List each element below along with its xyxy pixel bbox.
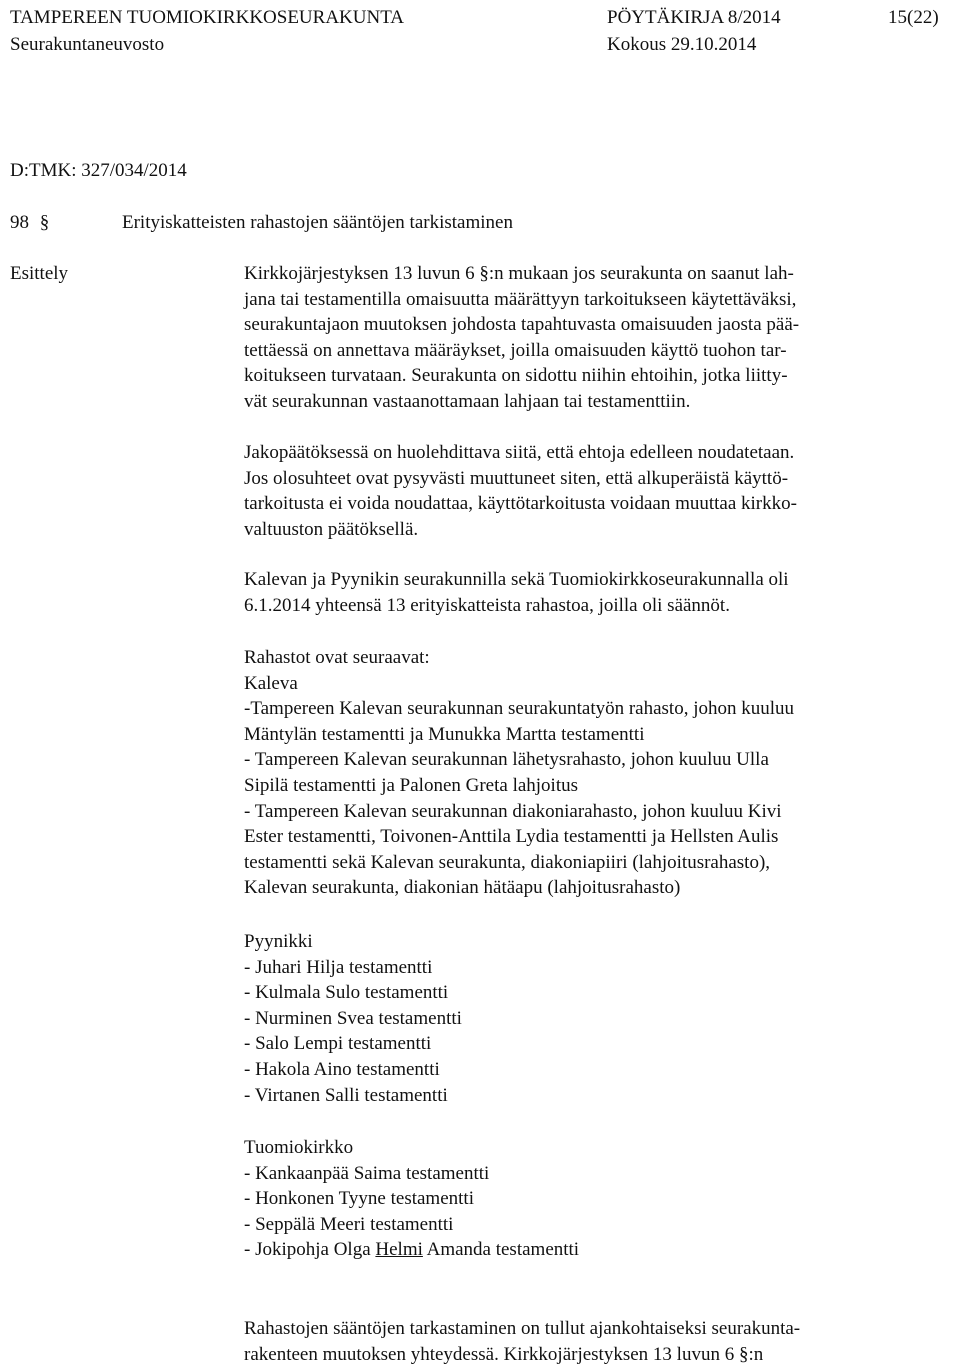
kaleva-line: Mäntylän testamentti ja Munukka Martta testamentti xyxy=(244,723,645,745)
kaleva-line: - Tampereen Kalevan seurakunnan diakoniarahasto, johon kuuluu Kivi xyxy=(244,800,782,822)
paragraph-1-text: Kirkkojärjestyksen 13 luvun 6 §:n mukaan jos seurakunta on saanut lah- jana tai testamentilla omaisuutta määrättyyn tarkoitukseen käytettäväksi, seurakuntajaon muutoksen johdosta tapahtuvasta omaisuuden jaosta pää- tettäessä on annettava määräykset, joilla omaisuuden käyttö tuohon tar- koitukseen turvataan. Seurakunta on sidottu niihin ehtoihin, jotka liitty- vät seurakunnan vastaanottamaan lahjaan tai testamenttiin. xyxy=(244,263,800,412)
pyynikki-line: - Salo Lempi testamentti xyxy=(244,1033,432,1055)
paragraph-1 xyxy=(244,261,914,415)
tuomiokirkko-last-after: Amanda testamentti xyxy=(422,1239,580,1261)
section-symbol: § xyxy=(39,212,50,233)
pyynikki-heading: Pyynikki xyxy=(244,931,313,952)
tuomiokirkko-line: - Honkonen Tyyne testamentti xyxy=(244,1188,474,1210)
tuomiokirkko-line: - Seppälä Meeri testamentti xyxy=(244,1213,454,1235)
funds-section xyxy=(244,645,914,901)
header-page-number: 15(22) xyxy=(888,7,939,28)
header-org: TAMPEREEN TUOMIOKIRKKOSEURAKUNTA xyxy=(10,7,405,28)
paragraph-2 xyxy=(244,440,914,542)
tuomiokirkko-section xyxy=(244,1135,914,1263)
margin-label: Esittely xyxy=(10,263,69,284)
kaleva-heading: Kaleva xyxy=(244,672,298,694)
kaleva-line: Sipilä testamentti ja Palonen Greta lahjoitus xyxy=(244,774,579,796)
header-body: Seurakuntaneuvosto xyxy=(10,34,165,55)
closing-paragraph xyxy=(244,1316,914,1367)
header-meeting: Kokous 29.10.2014 xyxy=(607,34,757,55)
pyynikki-section xyxy=(244,929,914,1108)
closing-paragraph-text: Rahastojen sääntöjen tarkastaminen on tullut ajankohtaiseksi seurakunta- rakenteen muutoksen yhteydessä. Kirkkojärjestyksen 13 luvun 6 §:n xyxy=(244,1318,801,1365)
kaleva-line: - Tampereen Kalevan seurakunnan lähetysrahasto, johon kuuluu Ulla xyxy=(244,749,769,771)
section-number-value: 98 xyxy=(10,212,29,233)
pyynikki-line: - Nurminen Svea testamentti xyxy=(244,1007,462,1029)
diary-number: D:TMK: 327/034/2014 xyxy=(10,160,187,181)
pyynikki-line: - Hakola Aino testamentti xyxy=(244,1058,440,1080)
tuomiokirkko-line-last xyxy=(244,1237,914,1263)
kaleva-line: -Tampereen Kalevan seurakunnan seurakuntatyön rahasto, johon kuuluu xyxy=(244,698,795,720)
kaleva-line: Kalevan seurakunta, diakonian hätäapu (lahjoitusrahasto) xyxy=(244,877,681,899)
tuomiokirkko-heading: Tuomiokirkko xyxy=(244,1137,354,1158)
paragraph-3 xyxy=(244,567,914,618)
paragraph-2-text: Jakopäätöksessä on huolehdittava siitä, että ehtoja edelleen noudatetaan. Jos olosuhteet ovat pysyvästi muuttuneet siten, että alkuperäistä käyttö- tarkoitusta ei voida noudattaa, käyttötarkoitusta voidaan muuttaa kirkko- valtuuston päätöksellä. xyxy=(244,442,797,540)
kaleva-line: testamentti sekä Kalevan seurakunta, diakoniapiiri (lahjoitusrahasto), xyxy=(244,851,771,873)
section-title: Erityiskatteisten rahastojen sääntöjen tarkistaminen xyxy=(122,212,513,233)
header-doc-type: PÖYTÄKIRJA 8/2014 xyxy=(607,7,781,28)
section-number xyxy=(10,210,49,236)
tuomiokirkko-line: - Kankaanpää Saima testamentti xyxy=(244,1162,490,1184)
kaleva-line: Ester testamentti, Toivonen-Anttila Lydia testamentti ja Hellsten Aulis xyxy=(244,826,779,848)
pyynikki-line: - Juhari Hilja testamentti xyxy=(244,956,433,978)
paragraph-3-text: Kalevan ja Pyynikin seurakunnilla sekä Tuomiokirkkoseurakunnalla oli 6.1.2014 yhteensä 13 erityiskatteista rahastoa, joilla oli säännöt. xyxy=(244,569,789,616)
funds-intro: Rahastot ovat seuraavat: xyxy=(244,647,430,668)
tuomiokirkko-last-underlined: Helmi xyxy=(375,1239,423,1261)
pyynikki-line: - Virtanen Salli testamentti xyxy=(244,1084,448,1106)
tuomiokirkko-last-before: - Jokipohja Olga xyxy=(244,1239,376,1261)
pyynikki-line: - Kulmala Sulo testamentti xyxy=(244,982,449,1004)
